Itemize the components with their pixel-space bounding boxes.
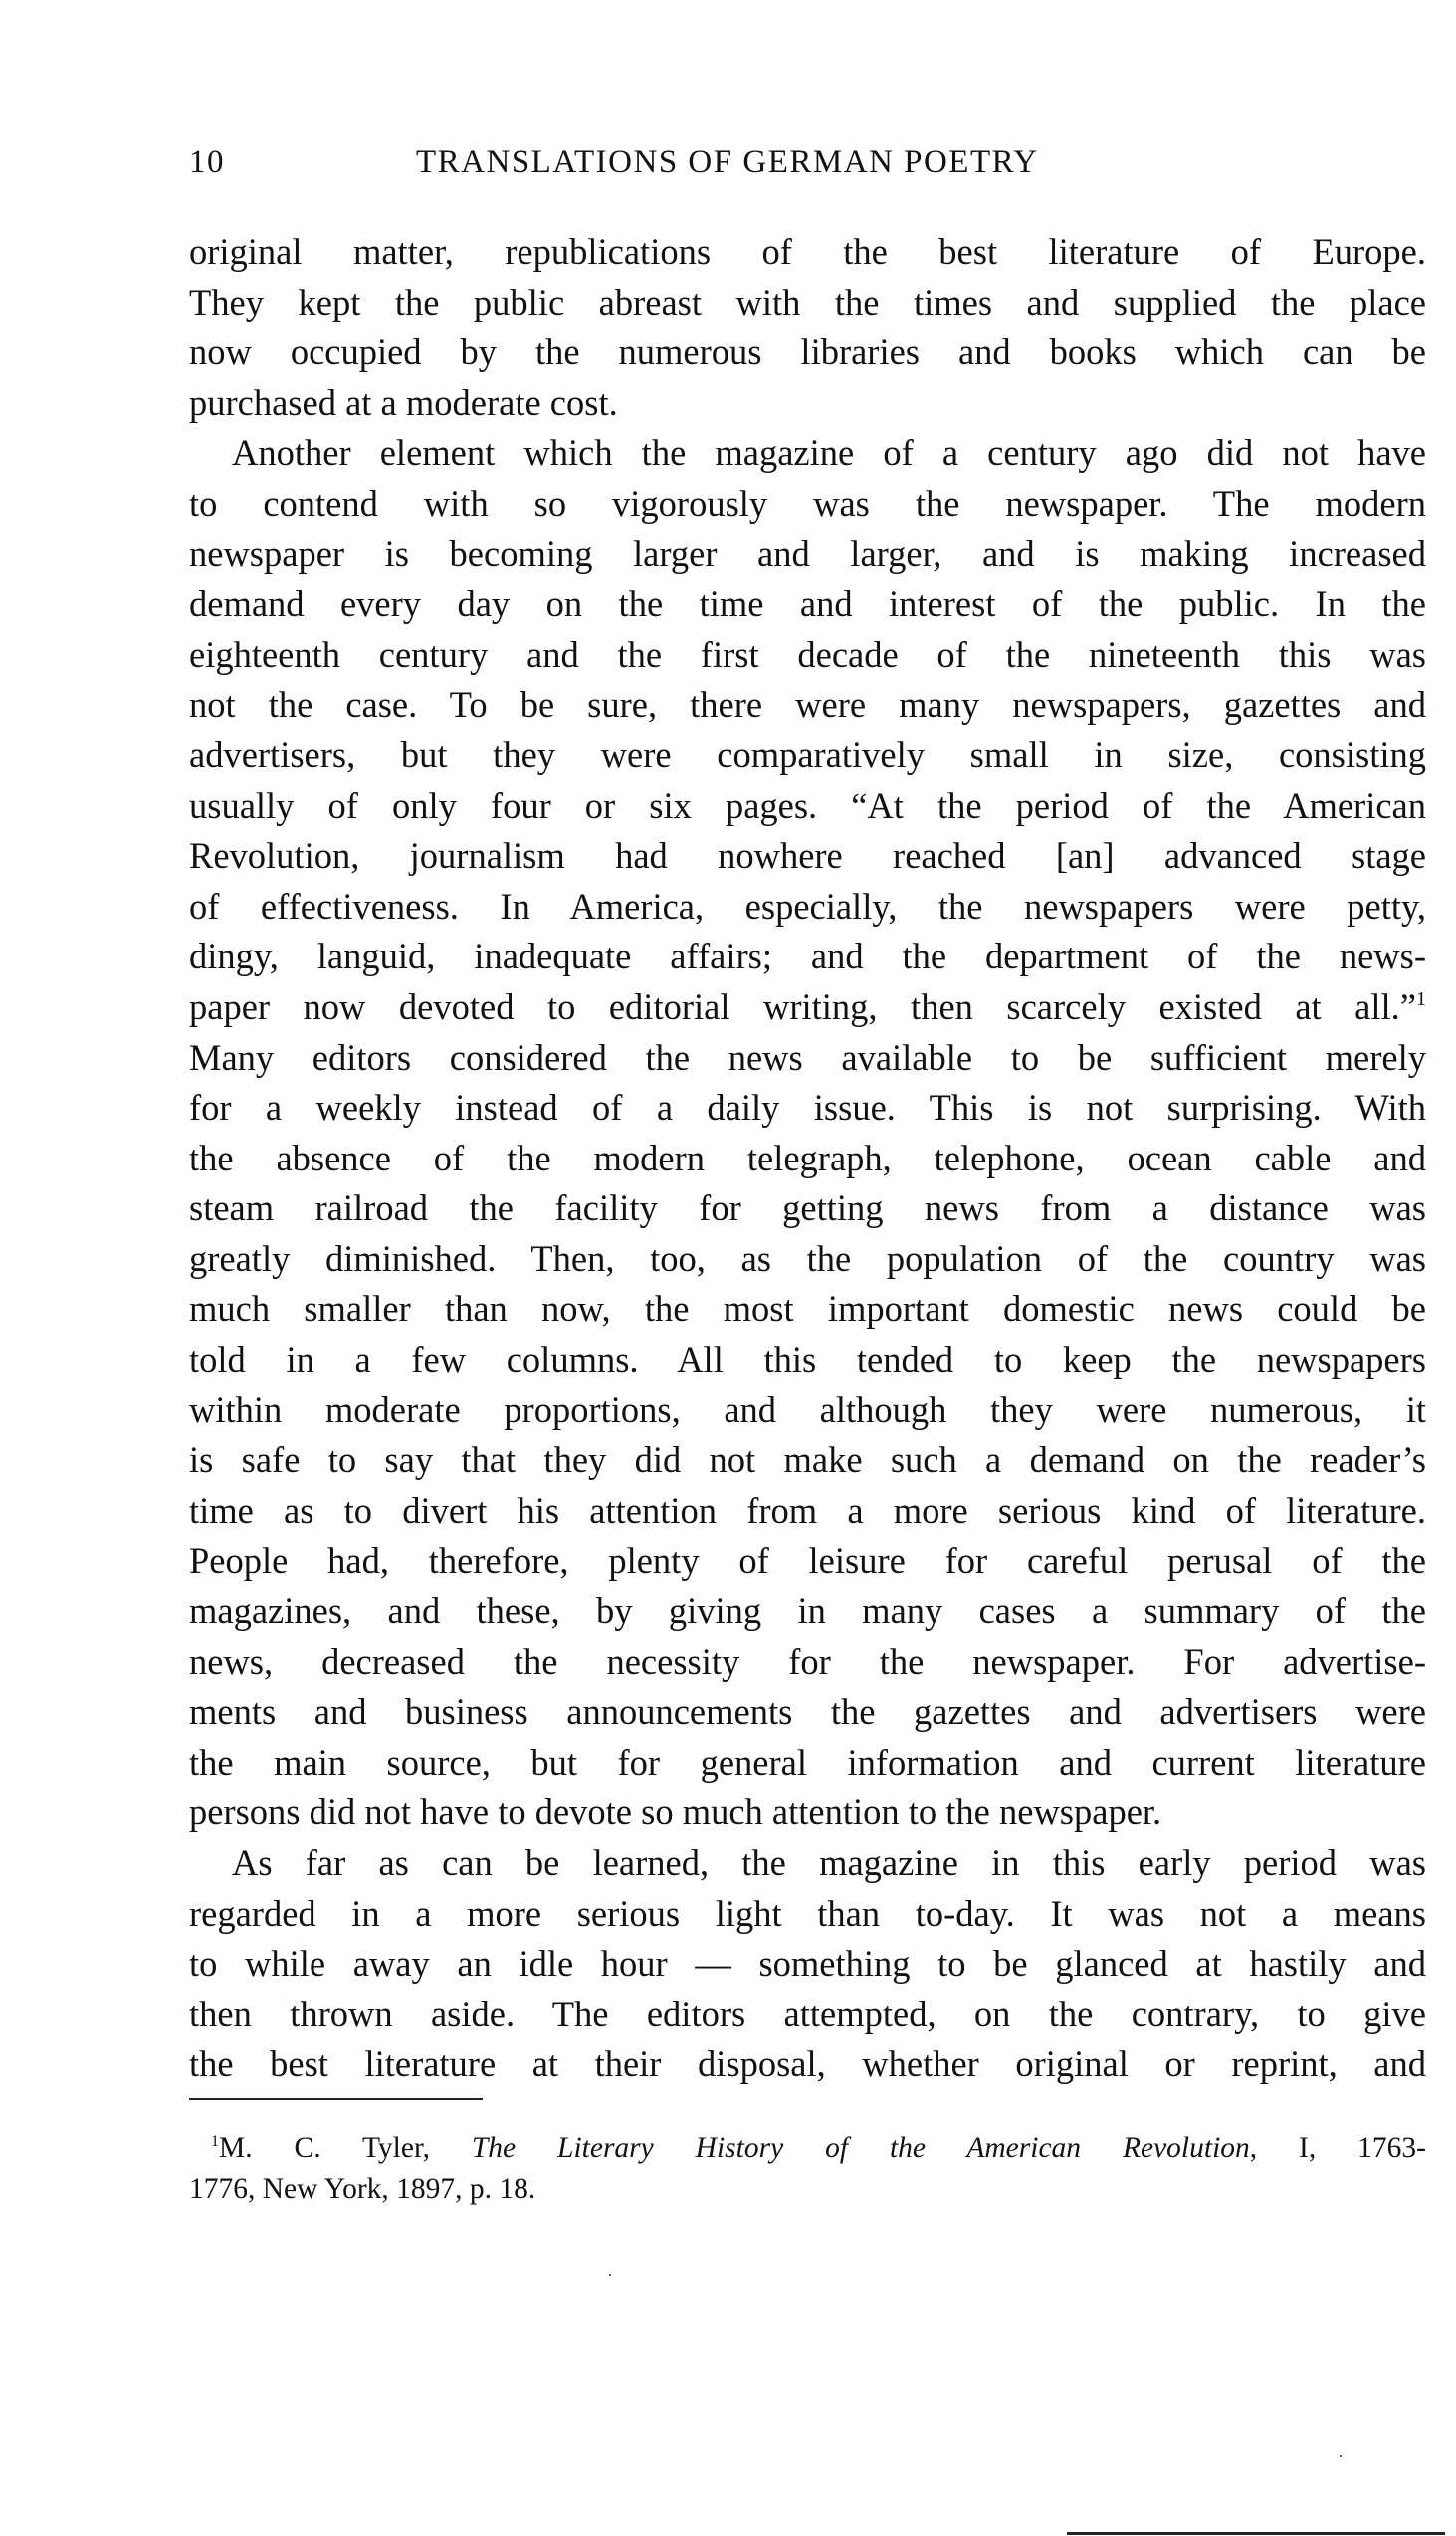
text-line: to contend with so vigorously was the newspaper. The modern: [189, 482, 1426, 524]
text-line: eighteenth century and the first decade of the nineteenth this was: [189, 633, 1426, 675]
paragraph-start-line: As far as can be learned, the magazine in this early period was: [232, 1842, 1426, 1883]
footnote-reference[interactable]: 1: [1416, 987, 1426, 1010]
text-line: much smaller than now, the most important domestic news could be: [189, 1288, 1426, 1330]
text-line: They kept the public abreast with the times and supplied the place: [189, 281, 1426, 322]
text-line: People had, therefore, plenty of leisure for careful perusal of the: [189, 1540, 1426, 1582]
footnote-marker: 1: [211, 2133, 219, 2150]
text-line: steam railroad the facility for getting news from a distance was: [189, 1187, 1426, 1229]
scan-edge-line: [1067, 2532, 1445, 2535]
text-line: is safe to say that they did not make such a demand on the reader’s: [189, 1439, 1426, 1481]
text-line: usually of only four or six pages. “At the period of the American: [189, 784, 1426, 826]
text-line-with-footnote-ref: [189, 982, 1426, 1033]
footnote-work-title: The Literary History of the American Revolution: [471, 2132, 1250, 2164]
text-line: Many editors considered the news available to be sufficient merely: [189, 1036, 1426, 1078]
text-line: magazines, and these, by giving in many cases a summary of the: [189, 1590, 1426, 1632]
running-header: [189, 144, 1423, 194]
footnote-citation: , I, 1763-: [1249, 2132, 1426, 2164]
text-line: to while away an idle hour — something to be glanced at hastily and: [189, 1943, 1426, 1985]
text-line-content: paper now devoted to editorial writing, then scarcely existed at all.”: [189, 985, 1416, 1027]
footnote-separator: [189, 2098, 483, 2100]
footnote-line: 1776, New York, 1897, p. 18.: [189, 2173, 536, 2205]
text-line: purchased at a moderate cost.: [189, 381, 618, 423]
text-line: the main source, but for general information and current literature: [189, 1741, 1426, 1783]
text-line: the best literature at their disposal, whether original or reprint, and: [189, 2043, 1426, 2085]
text-line: time as to divert his attention from a more serious kind of literature.: [189, 1489, 1426, 1531]
scan-speck: [609, 2274, 611, 2276]
text-line: the absence of the modern telegraph, telephone, ocean cable and: [189, 1137, 1426, 1178]
text-line: demand every day on the time and interest of the public. In the: [189, 583, 1426, 625]
text-line: for a weekly instead of a daily issue. This is not surprising. With: [189, 1087, 1426, 1129]
page-number: 10: [189, 144, 225, 180]
text-line: persons did not have to devote so much attention to the newspaper.: [189, 1792, 1162, 1833]
text-line: regarded in a more serious light than to-day. It was not a means: [189, 1892, 1426, 1934]
body-text: [189, 227, 1426, 2090]
scan-speck: [1340, 2455, 1342, 2457]
text-line: not the case. To be sure, there were many newspapers, gazettes and: [189, 684, 1426, 726]
running-title: TRANSLATIONS OF GERMAN POETRY: [416, 144, 1039, 180]
text-line: greatly diminished. Then, too, as the population of the country was: [189, 1237, 1426, 1279]
footnote-author: M. C. Tyler,: [219, 2132, 472, 2164]
text-line: now occupied by the numerous libraries and books which can be: [189, 331, 1426, 373]
text-line: of effectiveness. In America, especially, the newspapers were petty,: [189, 885, 1426, 927]
footnote: [189, 2128, 1426, 2210]
footnote-line: [189, 2128, 1426, 2169]
text-line: dingy, languid, inadequate affairs; and the department of the news-: [189, 936, 1426, 977]
text-line: Revolution, journalism had nowhere reached [an] advanced stage: [189, 835, 1426, 877]
text-line: ments and business announcements the gazettes and advertisers were: [189, 1691, 1426, 1733]
text-line: within moderate proportions, and although they were numerous, it: [189, 1388, 1426, 1430]
text-line: news, decreased the necessity for the newspaper. For advertise-: [189, 1640, 1426, 1682]
text-line: original matter, republications of the best literature of Europe.: [189, 231, 1426, 272]
text-line: newspaper is becoming larger and larger, and is making increased: [189, 532, 1426, 574]
text-line: told in a few columns. All this tended to keep the newspapers: [189, 1339, 1426, 1380]
paragraph-start-line: Another element which the magazine of a century ago did not have: [232, 432, 1426, 474]
text-line: advertisers, but they were comparatively small in size, consisting: [189, 734, 1426, 775]
text-line: then thrown aside. The editors attempted, on the contrary, to give: [189, 1993, 1426, 2034]
